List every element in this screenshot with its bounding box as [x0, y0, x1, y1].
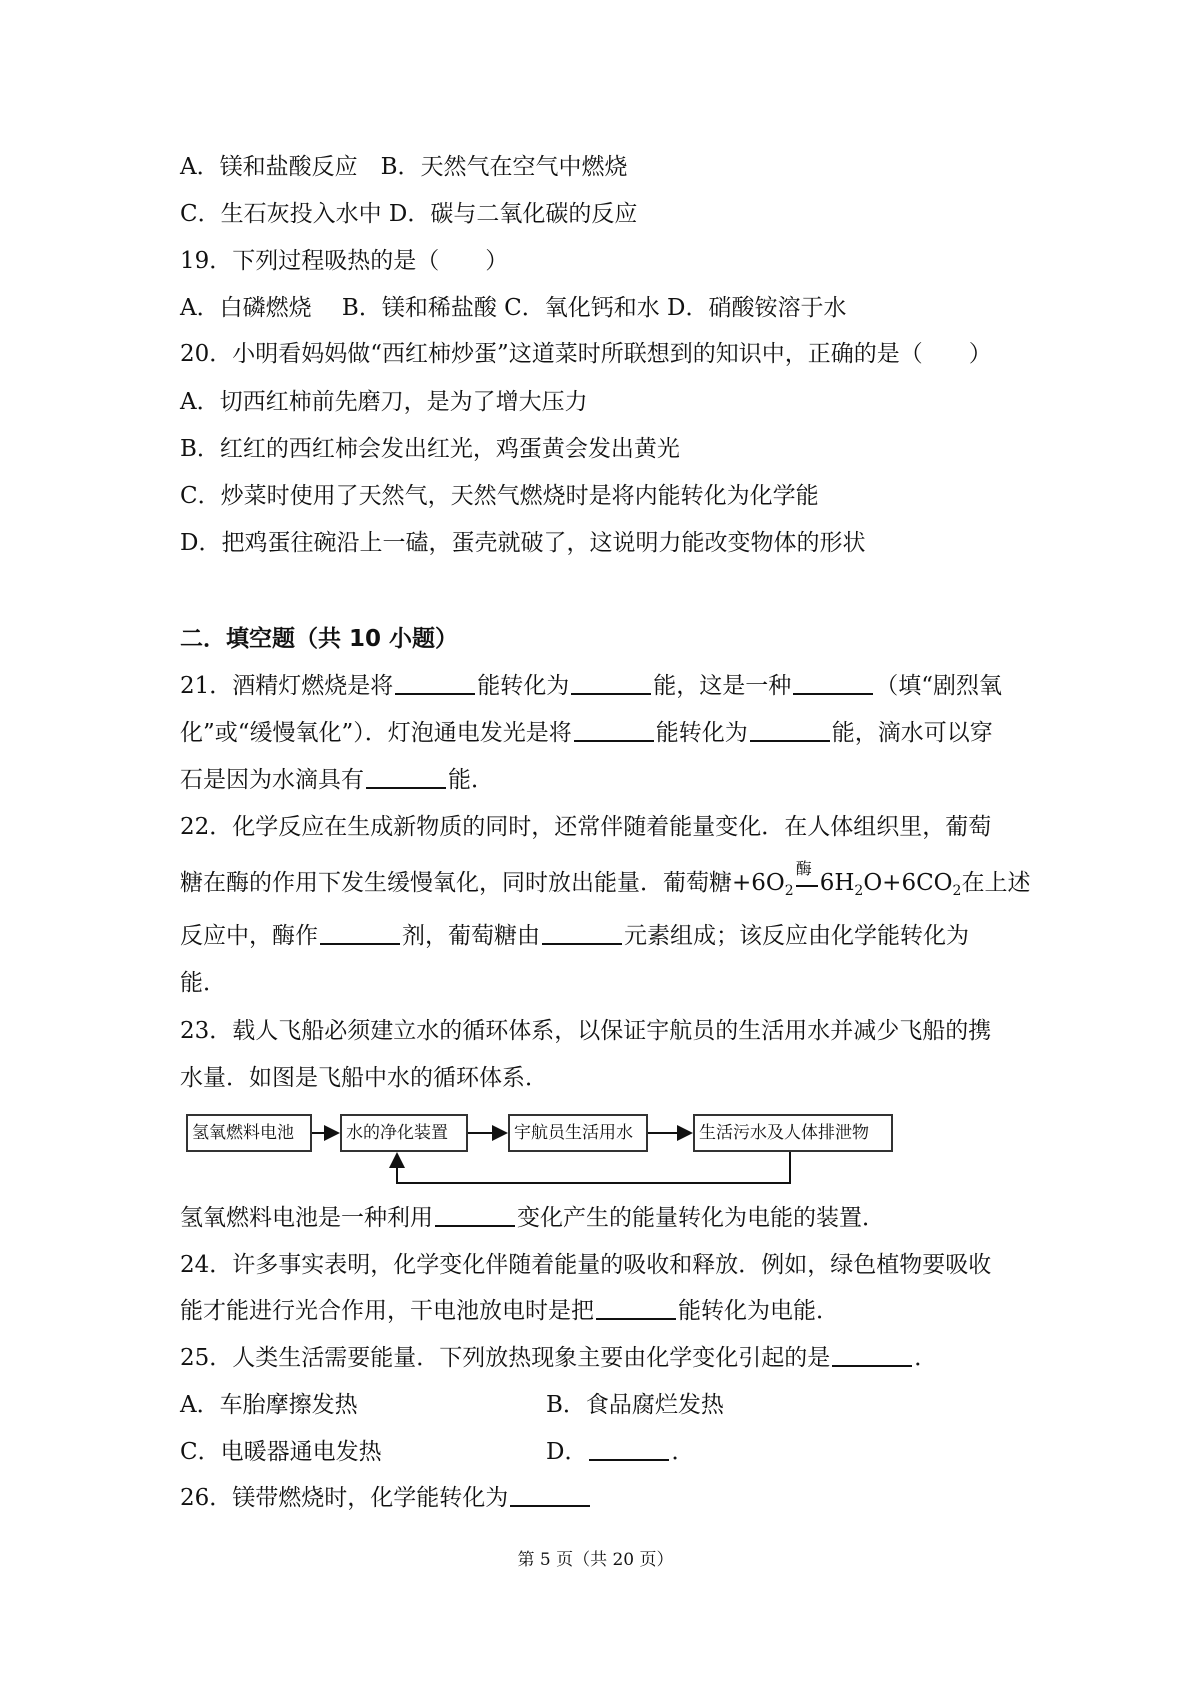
q24-line1: 24．许多事实表明，化学变化伴随着能量的吸收和释放．例如，绿色植物要吸收 [180, 1252, 992, 1278]
q18-options-cd: C．生石灰投入水中 D．碳与二氧化碳的反应 [180, 201, 638, 227]
q22-line4: 能． [180, 970, 226, 996]
q23-line2: 水量．如图是飞船中水的循环体系． [180, 1065, 548, 1091]
q25-option-b: B．食品腐烂发热 [546, 1392, 724, 1418]
section-title: 二．填空题（共 10 小题） [180, 626, 459, 652]
q22-line3: 反应中，酶作 剂，葡萄糖由 元素组成；该反应由化学能转化为 [180, 923, 969, 949]
q22-line2: 糖在酶的作用下发生缓慢氧化，同时放出能量．葡萄糖$+6O_2$ 酶 $6H_2O+6CO_2$在上述 [180, 859, 1031, 899]
answer-blank[interactable] [596, 1296, 676, 1320]
q20-option-d: D．把鸡蛋往碗沿上一磕，蛋壳就破了，这说明力能改变物体的形状 [180, 530, 866, 556]
answer-blank[interactable] [589, 1437, 669, 1461]
q19-options: A．白磷燃烧 B．镁和稀盐酸 C．氧化钙和水 D．硝酸铵溶于水 [180, 295, 847, 321]
q18-options-ab: A．镁和盐酸反应 B．天然气在空气中燃烧 [180, 154, 628, 180]
q23-line3: 氢氧燃料电池是一种利用 变化产生的能量转化为电能的装置． [180, 1205, 885, 1231]
q21-line3: 石是因为水滴具有 能． [180, 767, 494, 793]
q25-stem: 25．人类生活需要能量．下列放热现象主要由化学变化引起的是 ． [180, 1345, 938, 1371]
q19-stem: 19．下列过程吸热的是（ ） [180, 248, 509, 274]
flow-box-fuel-cell: 氢氧燃料电池 [186, 1114, 312, 1152]
q25-option-c: C．电暖器通电发热 [180, 1439, 382, 1465]
q25-option-a: A．车胎摩擦发热 [180, 1392, 358, 1418]
flow-box-astronaut-water: 宇航员生活用水 [508, 1114, 648, 1152]
q20-option-c: C．炒菜时使用了天然气，天然气燃烧时是将内能转化为化学能 [180, 483, 819, 509]
page-footer: 第 5 页（共 20 页） [517, 1550, 674, 1570]
flow-box-purifier: 水的净化装置 [340, 1114, 468, 1152]
q20-option-b: B．红红的西红柿会发出红光，鸡蛋黄会发出黄光 [180, 436, 680, 462]
answer-blank[interactable] [832, 1343, 912, 1367]
q20-stem: 20．小明看妈妈做“西红柿炒蛋”这道菜时所联想到的知识中，正确的是（ ） [180, 341, 992, 367]
flow-box-wastewater: 生活污水及人体排泄物 [693, 1114, 893, 1152]
q21-line1: 21．酒精灯燃烧是将 能转化为 能，这是一种 （填“剧烈氧 [180, 673, 1003, 699]
q20-option-a: A．切西红柿前先磨刀，是为了增大压力 [180, 389, 588, 415]
answer-blank[interactable] [510, 1483, 590, 1507]
q26-stem: 26．镁带燃烧时，化学能转化为 [180, 1483, 592, 1513]
q25-option-d: D． ． [546, 1439, 695, 1465]
q22-line1: 22．化学反应在生成新物质的同时，还常伴随着能量变化．在人体组织里，葡萄 [180, 814, 992, 840]
q21-line2: 化”或“缓慢氧化”）．灯泡通电发光是将 能转化为 能，滴水可以穿 [180, 720, 993, 746]
answer-blank[interactable] [435, 1203, 515, 1227]
q24-line2: 能才能进行光合作用，干电池放电时是把 能转化为电能． [180, 1298, 839, 1324]
enzyme-condition-arrow: 酶 [794, 868, 820, 898]
q23-line1: 23．载人飞船必须建立水的循环体系，以保证宇航员的生活用水并减少飞船的携 [180, 1018, 992, 1044]
